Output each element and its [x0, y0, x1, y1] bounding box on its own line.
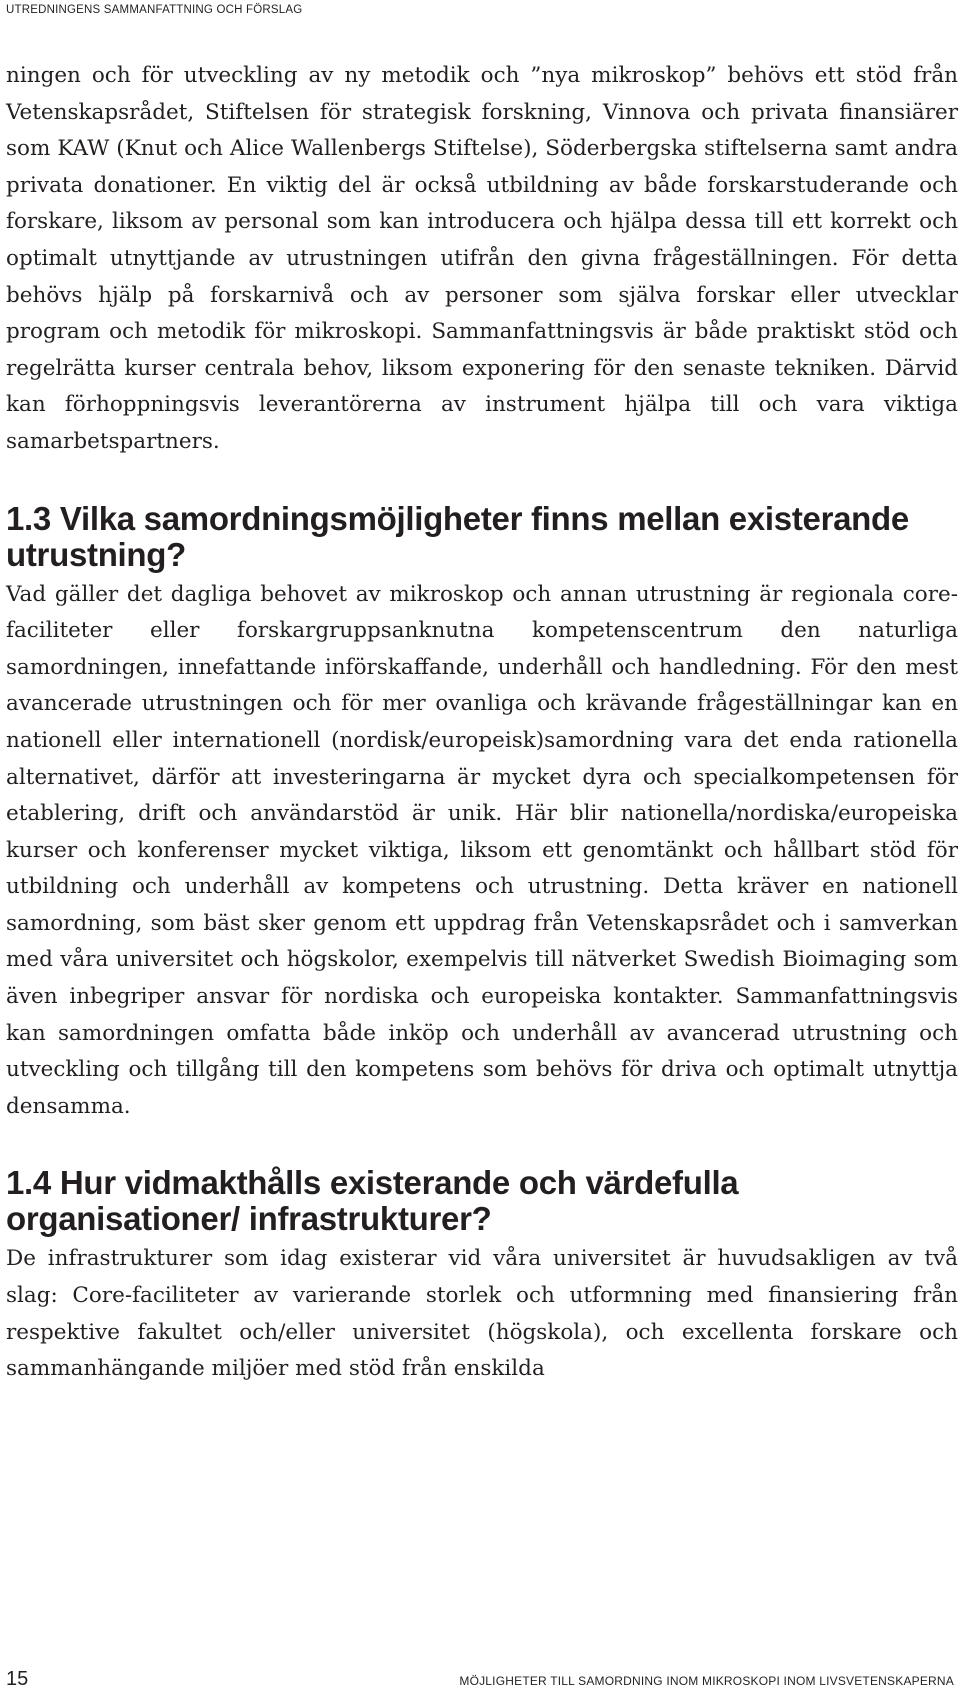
- paragraph-section-1-4: De infrastrukturer som idag existerar vid våra universitet är huvudsakligen av två slag: Core-faciliteter av varierande storlek och utformning med finansiering från respektive fakultet och/eller universitet (högskola), och excellenta forskare och sammanhängande miljöer med stöd från enskilda: [6, 1246, 958, 1382]
- section-heading-1-4: 1.4 Hur vidmakthålls existerande och värdefulla organisationer/ infrastrukturer?: [6, 1164, 739, 1238]
- document-body: [6, 58, 958, 1388]
- footer-publication-title: MÖJLIGHETER TILL SAMORDNING INOM MIKROSKOPI INOM LIVSVETENSKAPERNA: [459, 1674, 954, 1688]
- running-header: UTREDNINGENS SAMMANFATTNING OCH FÖRSLAG: [6, 4, 303, 16]
- paragraph-section-1-3: Vad gäller det dagliga behovet av mikroskop och annan utrustning är regionala core-faciliteter eller forskargruppsanknutna kompetenscentrum den naturliga samordningen, innefattande införskaffande, underhåll och handledning. För den mest avancerade utrustningen och för mer ovanliga och krävande frågeställningar kan en nationell eller internationell (nordisk/europeisk)samordning vara det enda rationella alternativet, därför att investeringarna är mycket dyra och specialkompetensen för etablering, drift och användarstöd är unik. Här blir nationella/nordiska/europeiska kurser och konferenser mycket viktiga, liksom ett genomtänkt och hållbart stöd för utbildning och underhåll av kompetens och utrustning. Detta kräver en nationell samordning, som bäst sker genom ett uppdrag från Vetenskapsrådet och i samverkan med våra universitet och högskolor, exempelvis till nätverket Swedish Bioimaging som även inbegriper ansvar för nordiska och europeiska kontakter. Sammanfattningsvis kan samordningen omfatta både inköp och underhåll av avancerad utrustning och utveckling och tillgång till den kompetens som behövs för driva och optimalt utnyttja densamma.: [6, 581, 958, 1119]
- page-number: 15: [6, 1668, 29, 1690]
- section-heading-1-3: 1.3 Vilka samordningsmöjligheter finns mellan existerande utrustning?: [6, 499, 909, 573]
- paragraph-continuation: ningen och för utveckling av ny metodik och ”nya mikroskop” behövs ett stöd från Vetenskapsrådet, Stiftelsen för strategisk forskning, Vinnova och privata finansiärer som KAW (Knut och Alice Wallenbergs Stiftelse), Söderbergska stiftelserna samt andra privata donationer. En viktig del är också utbildning av både forskarstuderande och forskare, liksom av personal som kan introducera och hjälpa dessa till ett korrekt och optimalt utnyttjande av utrustningen utifrån den givna frågeställningen. För detta behövs hjälp på forskarnivå och av personer som själva forskar eller utvecklar program och metodik för mikroskopi. Sammanfattningsvis är både praktiskt stöd och regelrätta kurser centrala behov, liksom exponering för den senaste tekniken. Därvid kan förhoppningsvis leverantörerna av instrument hjälpa till och vara viktiga samarbetspartners.: [6, 63, 958, 454]
